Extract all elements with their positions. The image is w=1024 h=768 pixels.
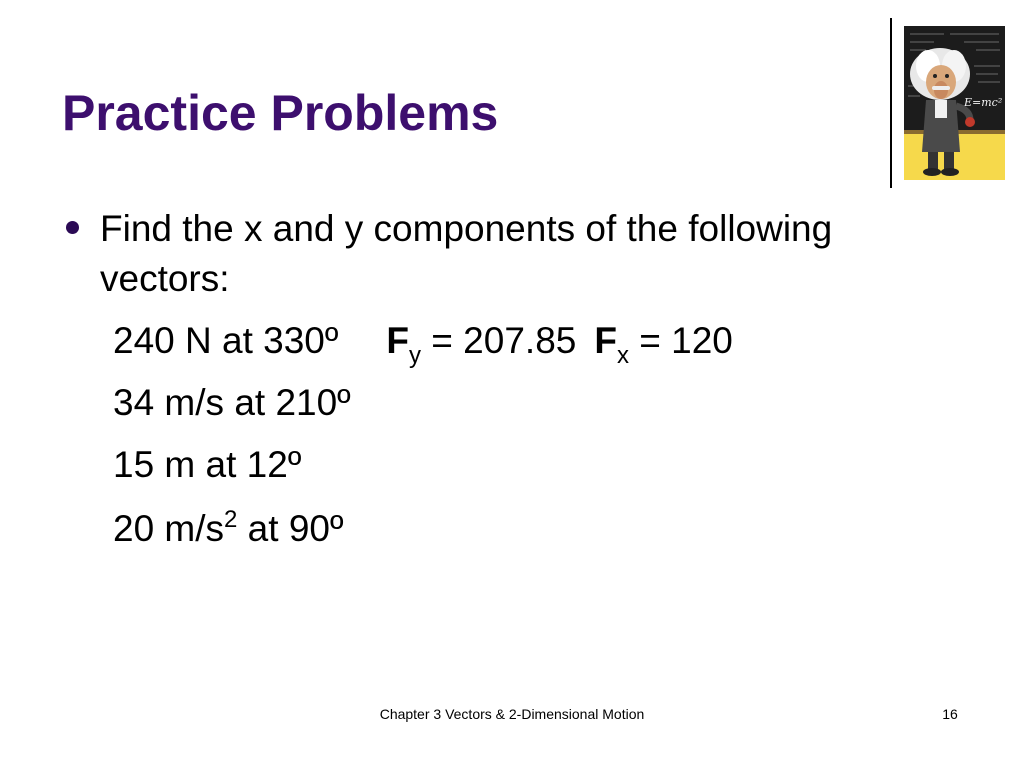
page-number: 16 [942,706,958,722]
fx-value: = 120 [628,320,733,361]
problem-text: 240 N at 330º [113,320,339,361]
fy-value: = 207.85 [421,320,577,361]
problem-line-2: 34 m/s at 210º [113,382,351,423]
vertical-divider [890,18,892,188]
fx-symbol: F [594,320,617,361]
slide-title: Practice Problems [62,85,499,141]
fy-symbol: F [386,320,410,361]
fy-subscript: y [409,342,422,369]
bullet-text: Find the x and y components of the following vectors: [100,208,833,299]
problem-line-3: 15 m at 12º [113,444,302,485]
footer-title: Chapter 3 Vectors & 2-Dimensional Motion [379,706,645,722]
problem-line-4 [113,508,344,547]
problem-text: 20 m/s [113,508,225,549]
fx-subscript: x [616,342,629,369]
equation-text: E=mc² [964,96,1003,109]
bullet-marker [66,221,79,234]
problem-text-after: at 90º [237,508,344,549]
exponent: 2 [224,506,238,533]
einstein-cartoon-icon [904,26,1005,180]
problem-line-1 [113,322,733,368]
